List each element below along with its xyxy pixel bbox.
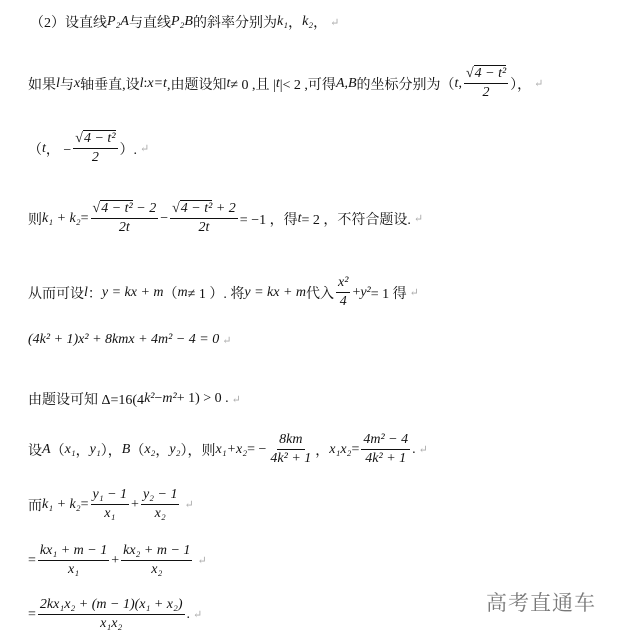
text-segment: ,由题设知 xyxy=(166,77,227,93)
fraction-denominator: 2t xyxy=(118,220,130,235)
paragraph-mark-icon: ↵ xyxy=(413,213,424,225)
paragraph-mark-icon: ↵ xyxy=(193,609,203,621)
text-segment: t xyxy=(297,210,302,226)
fraction xyxy=(38,597,185,632)
paragraph-mark-icon: ↵ xyxy=(140,143,150,155)
paragraph-mark-icon: ↵ xyxy=(222,334,232,347)
fraction-denominator: 2 xyxy=(91,150,99,165)
text-segment: 设 xyxy=(28,443,42,459)
text-segment: = xyxy=(80,496,89,512)
text-segment: （ xyxy=(28,142,42,158)
sqrt-radicand: 4 − t² xyxy=(474,66,507,81)
text-segment: 则 xyxy=(28,212,42,228)
fraction-denominator: 4k² + 1 xyxy=(365,451,407,466)
text-segment: 代入 xyxy=(306,286,335,302)
text-segment: + xyxy=(111,552,120,568)
text-line xyxy=(28,432,428,467)
fraction-numerator: kx₁ + m − 1 xyxy=(38,543,109,561)
text-segment: 而 xyxy=(28,498,42,514)
fraction xyxy=(141,487,180,522)
sqrt-radicand: 4 − t² xyxy=(83,131,116,146)
text-segment: : xyxy=(143,75,148,91)
text-segment: = 2 ，不符合题设. xyxy=(301,212,411,228)
text-segment: （2）设直线 xyxy=(30,16,107,31)
text-segment: 与 xyxy=(59,77,74,93)
fraction-denominator: 2 xyxy=(482,85,490,100)
fraction-denominator: x₁x₂ xyxy=(100,616,123,631)
text-segment: ： xyxy=(87,286,102,302)
text-segment: A,B xyxy=(335,75,357,91)
fraction-numerator: 8km xyxy=(277,432,304,450)
fraction xyxy=(121,543,192,578)
fraction-numerator: kx₂ + m − 1 xyxy=(121,543,192,561)
paragraph-mark-icon: ↵ xyxy=(534,78,544,90)
paragraph-mark-icon: ↵ xyxy=(231,393,241,406)
text-segment: ， xyxy=(313,16,328,31)
sqrt-icon: √ xyxy=(465,66,474,81)
text-line xyxy=(28,597,202,632)
text-line xyxy=(30,12,339,32)
text-segment: l xyxy=(139,75,144,91)
fraction xyxy=(464,66,508,101)
text-segment: ≠ 1 ）. 将 xyxy=(187,286,245,302)
text-segment: x₂ xyxy=(144,441,156,457)
text-segment: l xyxy=(84,284,88,300)
fraction-denominator: 4k² + 1 xyxy=(270,451,312,466)
text-segment: P₂A xyxy=(107,14,129,29)
fraction xyxy=(91,201,159,236)
text-segment: （ xyxy=(163,286,178,302)
fraction-numerator xyxy=(170,201,238,219)
paragraph-mark-icon: ↵ xyxy=(184,499,194,511)
text-segment: （ xyxy=(50,443,65,459)
text-segment: k₂ xyxy=(302,14,314,29)
text-line xyxy=(28,275,419,310)
fraction xyxy=(38,543,109,578)
text-segment: x=t xyxy=(147,75,167,91)
text-segment: ≠ 0 ,且 | xyxy=(230,77,276,93)
text-segment: ， xyxy=(155,443,170,459)
text-segment: 由题设可知 Δ=16(4 xyxy=(28,393,145,408)
fraction-numerator: x² xyxy=(336,275,350,293)
text-segment: 的坐标分别为（ xyxy=(356,77,455,93)
text-segment: t xyxy=(454,75,459,91)
text-segment: m xyxy=(177,284,188,300)
fraction-numerator: y₂ − 1 xyxy=(141,487,180,505)
sqrt-icon: √ xyxy=(75,131,83,146)
text-segment: k₁ + k₂ xyxy=(42,210,81,226)
fraction xyxy=(170,201,238,236)
fraction-denominator: x₂ xyxy=(154,506,166,521)
text-segment: ），则 xyxy=(180,443,216,459)
fraction xyxy=(336,275,350,310)
text-segment: ， xyxy=(288,16,303,31)
text-segment: = −1 ，得 xyxy=(239,212,298,228)
fraction-denominator: x₂ xyxy=(151,562,163,577)
sqrt-radicand: 4 − t² xyxy=(101,201,133,216)
text-segment: + 1) > 0 . xyxy=(176,391,229,406)
text-segment: ）， xyxy=(510,77,532,93)
text-segment: − xyxy=(160,210,169,226)
numerator-rest: + 2 xyxy=(212,201,236,216)
text-segment: − xyxy=(154,391,163,406)
text-segment: P₂B xyxy=(170,14,193,29)
text-segment: = 1 得 xyxy=(370,286,407,302)
text-segment: 与直线 xyxy=(128,16,171,31)
fraction-numerator xyxy=(73,131,117,149)
fraction xyxy=(361,432,410,467)
fraction-denominator: x₁ xyxy=(68,562,80,577)
text-line xyxy=(28,131,149,166)
fraction-denominator: x₁ xyxy=(104,506,116,521)
text-line xyxy=(28,487,194,522)
fraction-numerator xyxy=(464,66,508,84)
text-segment: k² xyxy=(144,391,155,406)
sqrt-radicand: 4 − t² xyxy=(180,201,213,216)
fraction-numerator: 4m² − 4 xyxy=(361,432,410,450)
text-segment: ， − xyxy=(45,142,72,158)
text-segment: x₁ xyxy=(64,441,76,457)
text-segment: 轴垂直,设 xyxy=(80,77,140,93)
sqrt-icon: √ xyxy=(92,201,101,216)
text-segment: （ xyxy=(130,443,145,459)
watermark: 高考直通车 xyxy=(486,591,596,615)
text-segment: ， xyxy=(315,443,330,459)
paragraph-mark-icon: ↵ xyxy=(330,16,340,29)
paragraph-mark-icon: ↵ xyxy=(197,555,207,567)
text-segment: ）， xyxy=(100,443,122,459)
text-segment: m² xyxy=(162,391,177,406)
text-segment: (4k² + 1)x² + 8kmx + 4m² − 4 = 0 xyxy=(28,332,220,347)
text-segment: y₁ xyxy=(89,441,101,457)
text-line xyxy=(28,543,207,578)
text-segment: t xyxy=(275,75,280,91)
text-segment: t xyxy=(226,75,231,91)
text-segment: 的斜率分别为 xyxy=(192,16,277,31)
text-segment: B xyxy=(121,441,131,457)
text-segment: . xyxy=(186,606,191,622)
paragraph-mark-icon: ↵ xyxy=(418,444,428,456)
text-segment: = xyxy=(28,606,36,622)
text-segment: A xyxy=(42,441,51,457)
text-line xyxy=(28,201,423,236)
text-segment: x₁x₂ xyxy=(329,441,352,457)
text-segment: + xyxy=(352,284,361,300)
text-line xyxy=(28,66,543,101)
text-segment: . xyxy=(412,441,416,457)
text-segment: = − xyxy=(247,441,267,457)
text-line xyxy=(28,389,241,409)
fraction-denominator: 4 xyxy=(339,294,347,309)
text-segment: k₁ xyxy=(276,14,289,29)
fraction xyxy=(73,131,117,166)
fraction-numerator: 2kx₁x₂ + (m − 1)(x₁ + x₂) xyxy=(38,597,185,615)
text-segment: ， xyxy=(75,443,90,459)
paragraph-mark-icon: ↵ xyxy=(409,287,419,299)
text-segment: |< 2 ,可得 xyxy=(279,77,336,93)
fraction xyxy=(91,487,130,522)
text-segment: x xyxy=(73,75,81,91)
fraction-numerator xyxy=(91,201,159,219)
text-segment: k₁ + k₂ xyxy=(42,496,81,512)
text-segment: , xyxy=(458,75,462,91)
text-segment: = xyxy=(80,210,89,226)
text-segment: = xyxy=(351,441,360,457)
fraction xyxy=(268,432,313,467)
text-segment: y² xyxy=(360,284,371,300)
text-segment: 如果 xyxy=(28,77,56,93)
text-segment: y₂ xyxy=(169,441,181,457)
text-segment: 从而可设 xyxy=(28,286,84,302)
text-segment: ）. xyxy=(119,142,138,158)
fraction-denominator: 2t xyxy=(198,220,210,235)
text-segment: x₁+x₂ xyxy=(215,441,248,457)
sqrt-icon: √ xyxy=(172,201,180,216)
text-segment: y = kx + m xyxy=(244,284,307,300)
fraction-numerator: y₁ − 1 xyxy=(91,487,130,505)
text-segment: = xyxy=(28,552,36,568)
numerator-rest: − 2 xyxy=(132,201,157,216)
text-segment: t xyxy=(42,140,46,156)
text-segment: l xyxy=(56,75,60,91)
text-segment: + xyxy=(131,496,139,512)
text-line xyxy=(28,332,231,348)
text-segment: y = kx + m xyxy=(101,284,164,300)
